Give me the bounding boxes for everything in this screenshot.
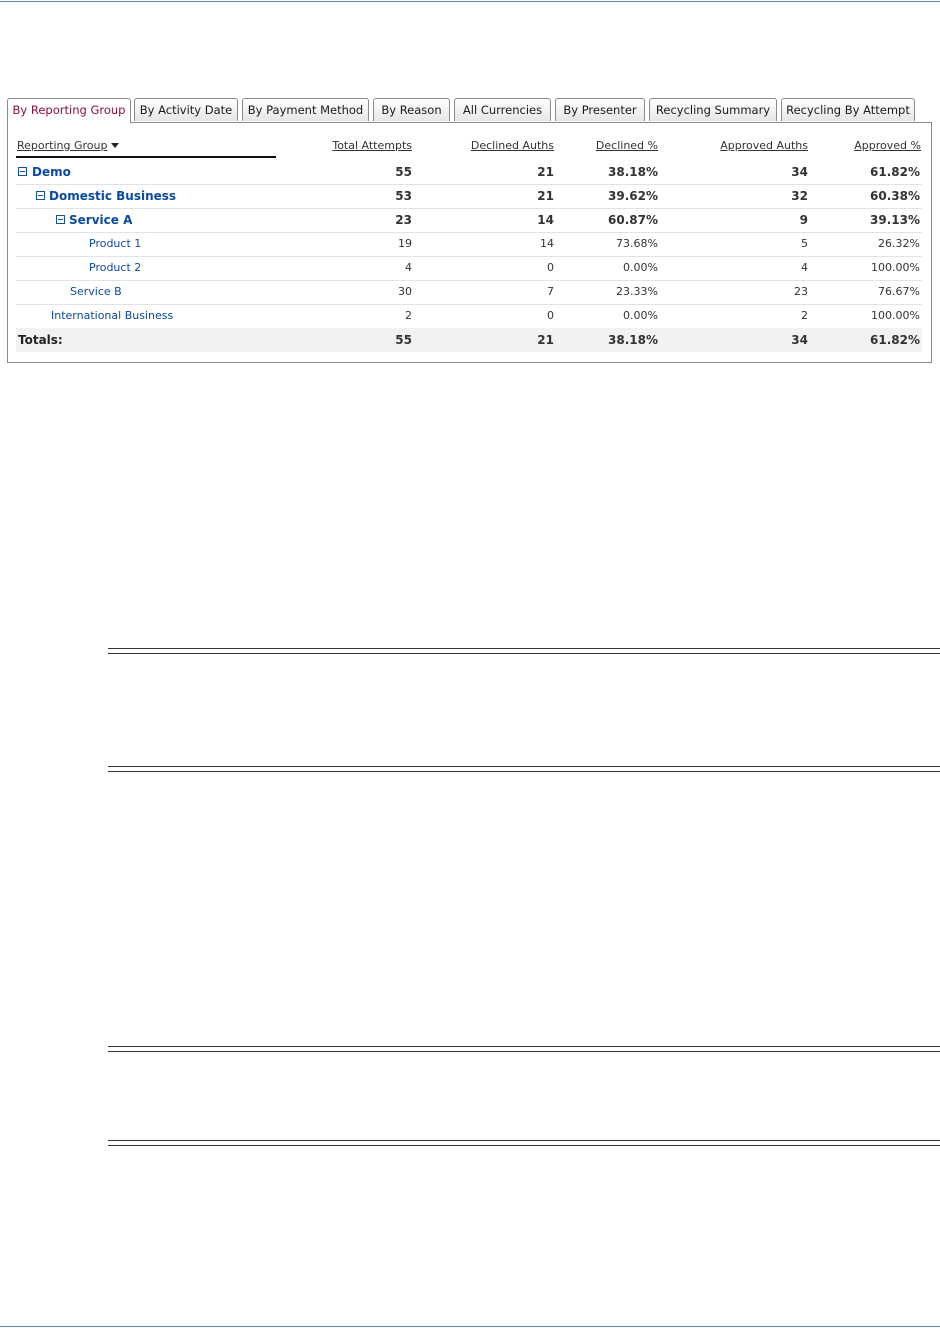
declined-pct-cell: 38.18% xyxy=(608,333,658,347)
approved-pct-cell: 76.67% xyxy=(878,285,920,298)
declined-pct-cell: 0.00% xyxy=(623,309,658,322)
declined-pct-cell: 39.62% xyxy=(608,189,658,203)
approved-pct-cell: 61.82% xyxy=(870,165,920,179)
approved-pct-cell: 100.00% xyxy=(871,309,920,322)
collapse-icon[interactable] xyxy=(36,191,45,200)
row-name-link[interactable]: Service B xyxy=(70,285,122,298)
divider xyxy=(108,1140,940,1146)
total-attempts-cell: 30 xyxy=(398,285,412,298)
table-row xyxy=(16,208,922,233)
declined-auths-cell: 14 xyxy=(537,213,554,227)
approved-auths-cell: 4 xyxy=(801,261,808,274)
total-attempts-cell: 4 xyxy=(405,261,412,274)
declined-auths-cell: 14 xyxy=(540,237,554,250)
declined-pct-cell: 38.18% xyxy=(608,165,658,179)
divider xyxy=(108,766,940,772)
col-header-approved-pct[interactable]: Approved % xyxy=(854,139,921,152)
col-header-declined-auths[interactable]: Declined Auths xyxy=(470,139,554,152)
tab-by-reporting-group[interactable]: By Reporting Group xyxy=(7,98,131,123)
approved-pct-cell: 60.38% xyxy=(870,189,920,203)
tab-by-presenter[interactable]: By Presenter xyxy=(555,98,645,121)
table-row xyxy=(16,280,922,305)
table-row xyxy=(16,256,922,281)
footer-rule xyxy=(0,1326,940,1327)
approved-auths-cell: 23 xyxy=(794,285,808,298)
col-header-label: Reporting Group xyxy=(17,139,108,152)
row-name-link[interactable]: Demo xyxy=(32,165,71,179)
tab-recycling-by-attempt[interactable]: Recycling By Attempt xyxy=(781,98,915,121)
approved-pct-cell: 39.13% xyxy=(870,213,920,227)
approved-auths-cell: 34 xyxy=(791,165,808,179)
tab-recycling-summary[interactable]: Recycling Summary xyxy=(649,98,777,121)
approved-auths-cell: 9 xyxy=(799,213,808,227)
approved-auths-cell: 5 xyxy=(801,237,808,250)
approved-auths-cell: 2 xyxy=(801,309,808,322)
approved-pct-cell: 61.82% xyxy=(870,333,920,347)
total-attempts-cell: 19 xyxy=(398,237,412,250)
divider xyxy=(108,1046,940,1052)
total-attempts-cell: 23 xyxy=(395,213,412,227)
tab-all-currencies[interactable]: All Currencies xyxy=(454,98,551,121)
totals-label: Totals: xyxy=(18,333,63,347)
totals-row xyxy=(16,328,922,352)
approved-auths-cell: 32 xyxy=(791,189,808,203)
col-header-reporting-group[interactable] xyxy=(17,139,119,157)
tab-by-payment-method[interactable]: By Payment Method xyxy=(242,98,369,121)
tab-by-activity-date[interactable]: By Activity Date xyxy=(134,98,238,121)
header-underline xyxy=(16,156,276,158)
approved-auths-cell: 34 xyxy=(791,333,808,347)
total-attempts-cell: 53 xyxy=(395,189,412,203)
col-header-approved-auths[interactable]: Approved Auths xyxy=(720,139,808,152)
row-name-link[interactable]: International Business xyxy=(51,309,174,322)
row-name-link[interactable]: Product 1 xyxy=(89,237,142,250)
declined-auths-cell: 21 xyxy=(537,333,554,347)
col-header-declined-pct[interactable]: Declined % xyxy=(595,139,658,152)
table-row xyxy=(16,232,922,257)
declined-auths-cell: 0 xyxy=(547,309,554,322)
declined-auths-cell: 21 xyxy=(537,189,554,203)
total-attempts-cell: 55 xyxy=(395,333,412,347)
header-rule xyxy=(0,1,940,2)
col-header-total-attempts[interactable]: Total Attempts xyxy=(332,139,412,152)
approved-pct-cell: 26.32% xyxy=(878,237,920,250)
declined-pct-cell: 0.00% xyxy=(623,261,658,274)
tab-by-reason[interactable]: By Reason xyxy=(373,98,450,121)
declined-pct-cell: 60.87% xyxy=(608,213,658,227)
declined-pct-cell: 73.68% xyxy=(616,237,658,250)
declined-auths-cell: 7 xyxy=(547,285,554,298)
table-row xyxy=(16,304,922,329)
collapse-icon[interactable] xyxy=(18,167,27,176)
total-attempts-cell: 2 xyxy=(405,309,412,322)
declined-auths-cell: 21 xyxy=(537,165,554,179)
approved-pct-cell: 100.00% xyxy=(871,261,920,274)
declined-pct-cell: 23.33% xyxy=(616,285,658,298)
declined-auths-cell: 0 xyxy=(547,261,554,274)
row-name-link[interactable]: Service A xyxy=(69,213,133,227)
collapse-icon[interactable] xyxy=(56,215,65,224)
total-attempts-cell: 55 xyxy=(395,165,412,179)
table-row xyxy=(16,160,922,185)
sort-down-icon xyxy=(111,143,119,148)
row-name-link[interactable]: Product 2 xyxy=(89,261,142,274)
divider xyxy=(108,648,940,654)
table-row xyxy=(16,184,922,209)
row-name-link[interactable]: Domestic Business xyxy=(49,189,177,203)
